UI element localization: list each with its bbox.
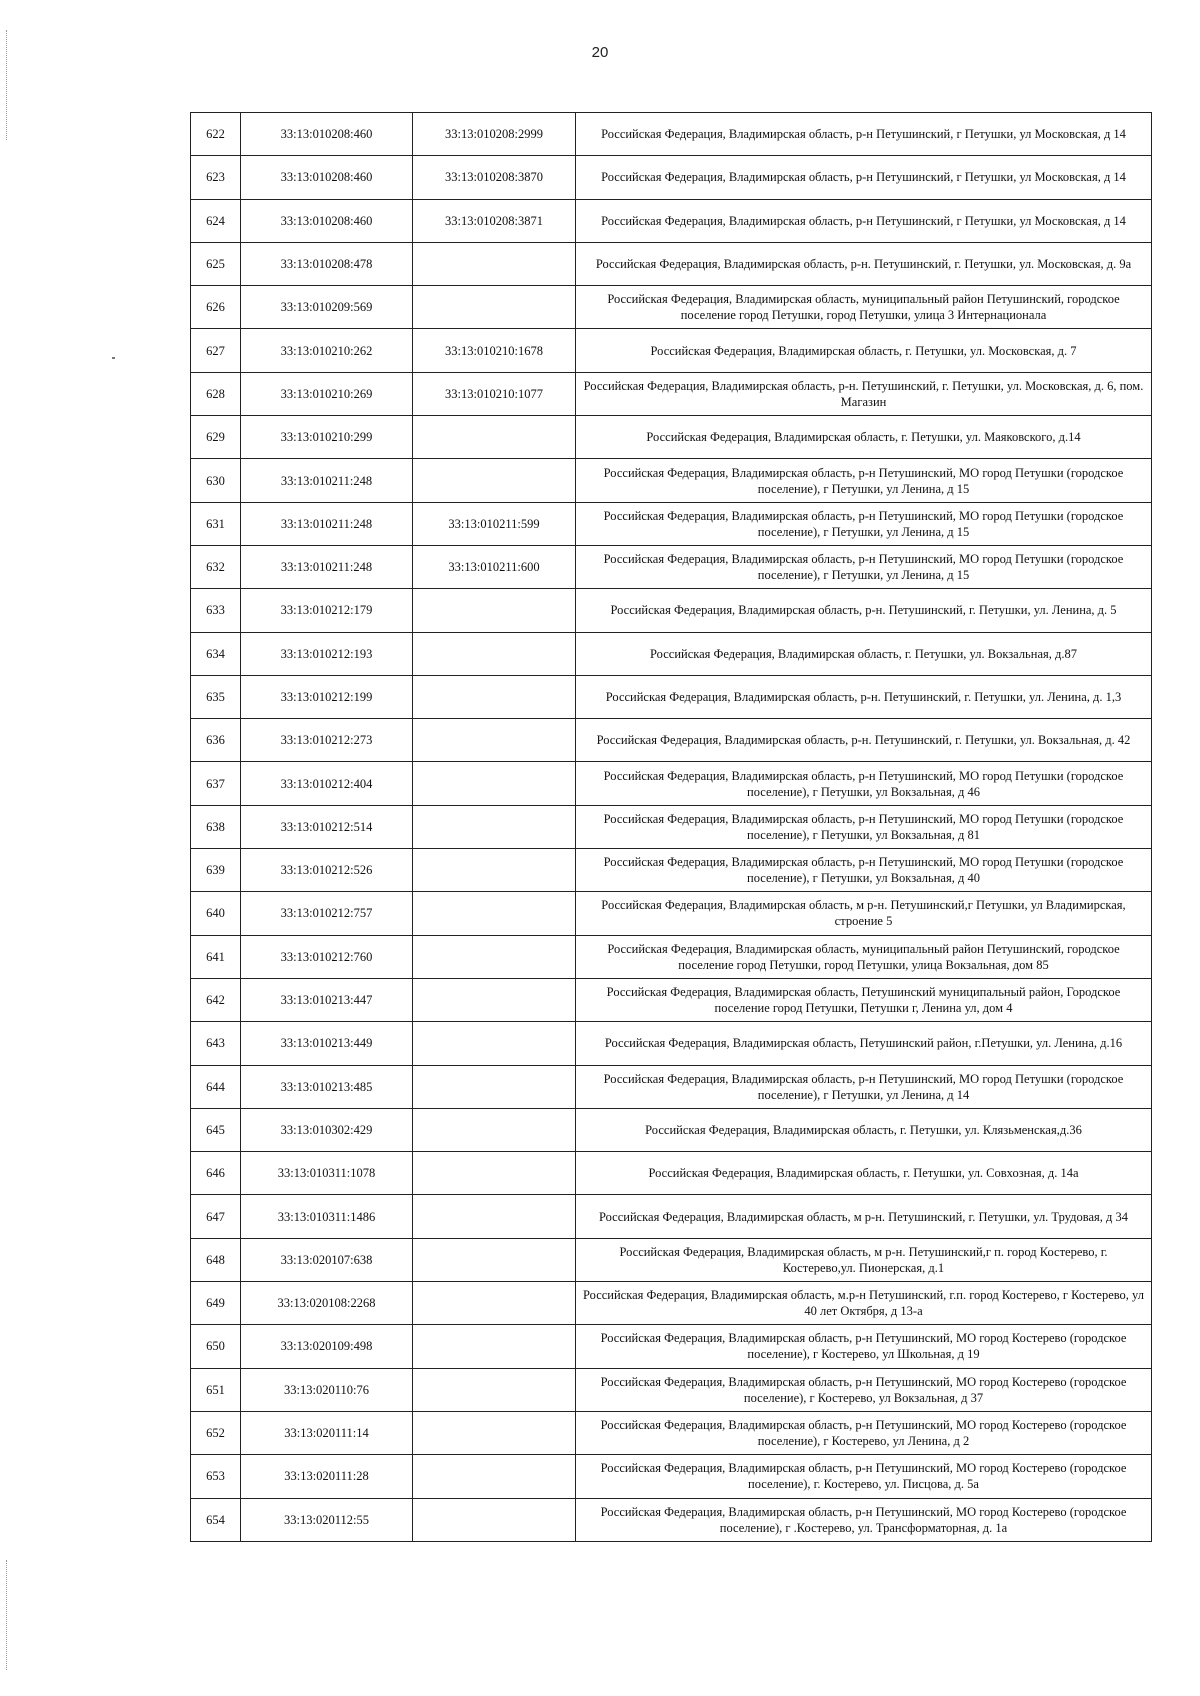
address-cell: Российская Федерация, Владимирская область, р-н Петушинский, МО город Петушки (городское поселение), г Петушки, ул Вокзальная, д 40 [576,849,1152,892]
table-row [191,1108,1152,1151]
land-cadastral-number-cell: 33:13:020109:498 [241,1325,413,1368]
land-cadastral-number-cell: 33:13:010211:248 [241,502,413,545]
row-number-cell: 646 [191,1152,241,1195]
table-row [191,329,1152,372]
address-cell: Российская Федерация, Владимирская область, р-н Петушинский, г Петушки, ул Московская, д 14 [576,113,1152,156]
row-number-cell: 634 [191,632,241,675]
address-cell: Российская Федерация, Владимирская область, р-н Петушинский, МО город Петушки (городское поселение), г Петушки, ул Ленина, д 15 [576,545,1152,588]
table-row [191,1498,1152,1541]
address-cell: Российская Федерация, Владимирская область, р-н Петушинский, МО город Петушки (городское поселение), г Петушки, ул Ленина, д 14 [576,1065,1152,1108]
row-number-cell: 648 [191,1238,241,1281]
row-number-cell: 645 [191,1108,241,1151]
land-cadastral-number-cell: 33:13:020112:55 [241,1498,413,1541]
land-cadastral-number-cell: 33:13:020111:14 [241,1411,413,1454]
row-number-cell: 637 [191,762,241,805]
row-number-cell: 626 [191,286,241,329]
land-cadastral-number-cell: 33:13:010208:460 [241,199,413,242]
table-row [191,719,1152,762]
table-row [191,156,1152,199]
address-cell: Российская Федерация, Владимирская область, р-н Петушинский, МО город Костерево (городское поселение), г Костерево, ул Ленина, д 2 [576,1411,1152,1454]
row-number-cell: 625 [191,242,241,285]
row-number-cell: 635 [191,675,241,718]
table-row [191,762,1152,805]
object-cadastral-number-cell [413,459,576,502]
scan-edge-mark [6,1560,9,1670]
land-cadastral-number-cell: 33:13:010212:193 [241,632,413,675]
address-cell: Российская Федерация, Владимирская область, г. Петушки, ул. Совхозная, д. 14а [576,1152,1152,1195]
row-number-cell: 654 [191,1498,241,1541]
land-cadastral-number-cell: 33:13:010311:1486 [241,1195,413,1238]
table-row [191,1455,1152,1498]
property-table-container [190,112,1151,1542]
object-cadastral-number-cell [413,892,576,935]
address-cell: Российская Федерация, Владимирская область, р-н Петушинский, МО город Петушки (городское поселение), г Петушки, ул Ленина, д 15 [576,502,1152,545]
table-row [191,935,1152,978]
object-cadastral-number-cell [413,589,576,632]
land-cadastral-number-cell: 33:13:010302:429 [241,1108,413,1151]
object-cadastral-number-cell [413,416,576,459]
address-cell: Российская Федерация, Владимирская область, г. Петушки, ул. Вокзальная, д.87 [576,632,1152,675]
address-cell: Российская Федерация, Владимирская область, г. Петушки, ул. Маяковского, д.14 [576,416,1152,459]
object-cadastral-number-cell: 33:13:010211:600 [413,545,576,588]
land-cadastral-number-cell: 33:13:020108:2268 [241,1282,413,1325]
row-number-cell: 630 [191,459,241,502]
table-row [191,849,1152,892]
object-cadastral-number-cell [413,1195,576,1238]
table-row [191,978,1152,1021]
table-row [191,199,1152,242]
object-cadastral-number-cell [413,286,576,329]
object-cadastral-number-cell [413,805,576,848]
object-cadastral-number-cell [413,978,576,1021]
table-row [191,892,1152,935]
address-cell: Российская Федерация, Владимирская область, р-н. Петушинский, г. Петушки, ул. Вокзальная, д. 42 [576,719,1152,762]
table-row [191,1325,1152,1368]
object-cadastral-number-cell [413,1325,576,1368]
page-number: 20 [591,44,609,61]
object-cadastral-number-cell [413,762,576,805]
address-cell: Российская Федерация, Владимирская область, м р-н. Петушинский,г п. город Костерево, г. Костерево,ул. Пионерская, д.1 [576,1238,1152,1281]
object-cadastral-number-cell [413,849,576,892]
address-cell: Российская Федерация, Владимирская область, р-н Петушинский, МО город Петушки (городское поселение), г Петушки, ул Ленина, д 15 [576,459,1152,502]
address-cell: Российская Федерация, Владимирская область, муниципальный район Петушинский, городское поселение город Петушки, город Петушки, улица 3 Интернационала [576,286,1152,329]
object-cadastral-number-cell [413,935,576,978]
address-cell: Российская Федерация, Владимирская область, р-н Петушинский, МО город Костерево (городское поселение), г Костерево, ул Вокзальная, д 37 [576,1368,1152,1411]
table-row [191,675,1152,718]
address-cell: Российская Федерация, Владимирская область, м.р-н Петушинский, г.п. город Костерево, г Костерево, ул 40 лет Октября, д 13-а [576,1282,1152,1325]
address-cell: Российская Федерация, Владимирская область, р-н Петушинский, г Петушки, ул Московская, д 14 [576,156,1152,199]
object-cadastral-number-cell [413,719,576,762]
address-cell: Российская Федерация, Владимирская область, р-н Петушинский, МО город Петушки (городское поселение), г Петушки, ул Вокзальная, д 81 [576,805,1152,848]
object-cadastral-number-cell [413,1108,576,1151]
object-cadastral-number-cell [413,632,576,675]
row-number-cell: 640 [191,892,241,935]
land-cadastral-number-cell: 33:13:020110:76 [241,1368,413,1411]
object-cadastral-number-cell [413,1065,576,1108]
row-number-cell: 623 [191,156,241,199]
address-cell: Российская Федерация, Владимирская область, р-н Петушинский, г Петушки, ул Московская, д 14 [576,199,1152,242]
land-cadastral-number-cell: 33:13:010212:526 [241,849,413,892]
table-row [191,1152,1152,1195]
land-cadastral-number-cell: 33:13:010210:269 [241,372,413,415]
row-number-cell: 633 [191,589,241,632]
land-cadastral-number-cell: 33:13:010311:1078 [241,1152,413,1195]
land-cadastral-number-cell: 33:13:010211:248 [241,459,413,502]
land-cadastral-number-cell: 33:13:010212:199 [241,675,413,718]
table-row [191,286,1152,329]
address-cell: Российская Федерация, Владимирская область, р-н Петушинский, МО город Костерево (городское поселение), г. Костерево, ул. Писцова, д. 5а [576,1455,1152,1498]
row-number-cell: 629 [191,416,241,459]
row-number-cell: 644 [191,1065,241,1108]
land-cadastral-number-cell: 33:13:010210:299 [241,416,413,459]
address-cell: Российская Федерация, Владимирская область, Петушинский муниципальный район, Городское поселение город Петушки, Петушки г, Ленина ул, дом 4 [576,978,1152,1021]
address-cell: Российская Федерация, Владимирская область, р-н. Петушинский, г. Петушки, ул. Московская, д. 6, пом. Магазин [576,372,1152,415]
object-cadastral-number-cell [413,1152,576,1195]
object-cadastral-number-cell [413,1411,576,1454]
table-row [191,805,1152,848]
address-cell: Российская Федерация, Владимирская область, р-н. Петушинский, г. Петушки, ул. Московская, д. 9а [576,242,1152,285]
land-cadastral-number-cell: 33:13:010213:449 [241,1022,413,1065]
land-cadastral-number-cell: 33:13:010212:179 [241,589,413,632]
row-number-cell: 627 [191,329,241,372]
row-number-cell: 631 [191,502,241,545]
table-row [191,416,1152,459]
address-cell: Российская Федерация, Владимирская область, р-н Петушинский, МО город Петушки (городское поселение), г Петушки, ул Вокзальная, д 46 [576,762,1152,805]
address-cell: Российская Федерация, Владимирская область, г. Петушки, ул. Московская, д. 7 [576,329,1152,372]
row-number-cell: 624 [191,199,241,242]
property-table [190,112,1152,1542]
row-number-cell: 639 [191,849,241,892]
address-cell: Российская Федерация, Владимирская область, р-н. Петушинский, г. Петушки, ул. Ленина, д. 5 [576,589,1152,632]
row-number-cell: 652 [191,1411,241,1454]
land-cadastral-number-cell: 33:13:010212:757 [241,892,413,935]
land-cadastral-number-cell: 33:13:010213:447 [241,978,413,1021]
address-cell: Российская Федерация, Владимирская область, г. Петушки, ул. Клязьменская,д.36 [576,1108,1152,1151]
row-number-cell: 622 [191,113,241,156]
row-number-cell: 636 [191,719,241,762]
row-number-cell: 643 [191,1022,241,1065]
property-table-body [191,113,1152,1542]
land-cadastral-number-cell: 33:13:010212:404 [241,762,413,805]
table-row [191,242,1152,285]
row-number-cell: 632 [191,545,241,588]
row-number-cell: 638 [191,805,241,848]
object-cadastral-number-cell [413,1455,576,1498]
row-number-cell: 650 [191,1325,241,1368]
row-number-cell: 647 [191,1195,241,1238]
object-cadastral-number-cell [413,1498,576,1541]
address-cell: Российская Федерация, Владимирская область, муниципальный район Петушинский, городское поселение город Петушки, город Петушки, улица Вокзальная, дом 85 [576,935,1152,978]
table-row [191,372,1152,415]
table-row [191,632,1152,675]
address-cell: Российская Федерация, Владимирская область, Петушинский район, г.Петушки, ул. Ленина, д.16 [576,1022,1152,1065]
address-cell: Российская Федерация, Владимирская область, м р-н. Петушинский, г. Петушки, ул. Трудовая, д 34 [576,1195,1152,1238]
object-cadastral-number-cell [413,1238,576,1281]
land-cadastral-number-cell: 33:13:010212:760 [241,935,413,978]
table-row [191,589,1152,632]
object-cadastral-number-cell: 33:13:010208:2999 [413,113,576,156]
land-cadastral-number-cell: 33:13:020107:638 [241,1238,413,1281]
object-cadastral-number-cell [413,1022,576,1065]
land-cadastral-number-cell: 33:13:010208:478 [241,242,413,285]
table-row [191,1411,1152,1454]
land-cadastral-number-cell: 33:13:010210:262 [241,329,413,372]
object-cadastral-number-cell: 33:13:010210:1678 [413,329,576,372]
table-row [191,1282,1152,1325]
row-number-cell: 649 [191,1282,241,1325]
table-row [191,113,1152,156]
scan-dot [112,357,115,359]
table-row [191,1238,1152,1281]
table-row [191,459,1152,502]
land-cadastral-number-cell: 33:13:020111:28 [241,1455,413,1498]
row-number-cell: 651 [191,1368,241,1411]
table-row [191,1065,1152,1108]
table-row [191,1195,1152,1238]
object-cadastral-number-cell [413,1368,576,1411]
object-cadastral-number-cell [413,675,576,718]
row-number-cell: 628 [191,372,241,415]
land-cadastral-number-cell: 33:13:010212:273 [241,719,413,762]
object-cadastral-number-cell: 33:13:010210:1077 [413,372,576,415]
land-cadastral-number-cell: 33:13:010208:460 [241,156,413,199]
object-cadastral-number-cell: 33:13:010208:3871 [413,199,576,242]
land-cadastral-number-cell: 33:13:010212:514 [241,805,413,848]
address-cell: Российская Федерация, Владимирская область, р-н Петушинский, МО город Костерево (городское поселение), г .Костерево, ул. Трансформаторная, д. 1а [576,1498,1152,1541]
land-cadastral-number-cell: 33:13:010213:485 [241,1065,413,1108]
row-number-cell: 642 [191,978,241,1021]
address-cell: Российская Федерация, Владимирская область, р-н Петушинский, МО город Костерево (городское поселение), г Костерево, ул Школьная, д 19 [576,1325,1152,1368]
row-number-cell: 641 [191,935,241,978]
object-cadastral-number-cell [413,1282,576,1325]
table-row [191,545,1152,588]
address-cell: Российская Федерация, Владимирская область, р-н. Петушинский, г. Петушки, ул. Ленина, д. 1,3 [576,675,1152,718]
object-cadastral-number-cell: 33:13:010211:599 [413,502,576,545]
land-cadastral-number-cell: 33:13:010208:460 [241,113,413,156]
land-cadastral-number-cell: 33:13:010211:248 [241,545,413,588]
land-cadastral-number-cell: 33:13:010209:569 [241,286,413,329]
address-cell: Российская Федерация, Владимирская область, м р-н. Петушинский,г Петушки, ул Владимирская, строение 5 [576,892,1152,935]
row-number-cell: 653 [191,1455,241,1498]
table-row [191,1368,1152,1411]
object-cadastral-number-cell: 33:13:010208:3870 [413,156,576,199]
table-row [191,502,1152,545]
object-cadastral-number-cell [413,242,576,285]
table-row [191,1022,1152,1065]
